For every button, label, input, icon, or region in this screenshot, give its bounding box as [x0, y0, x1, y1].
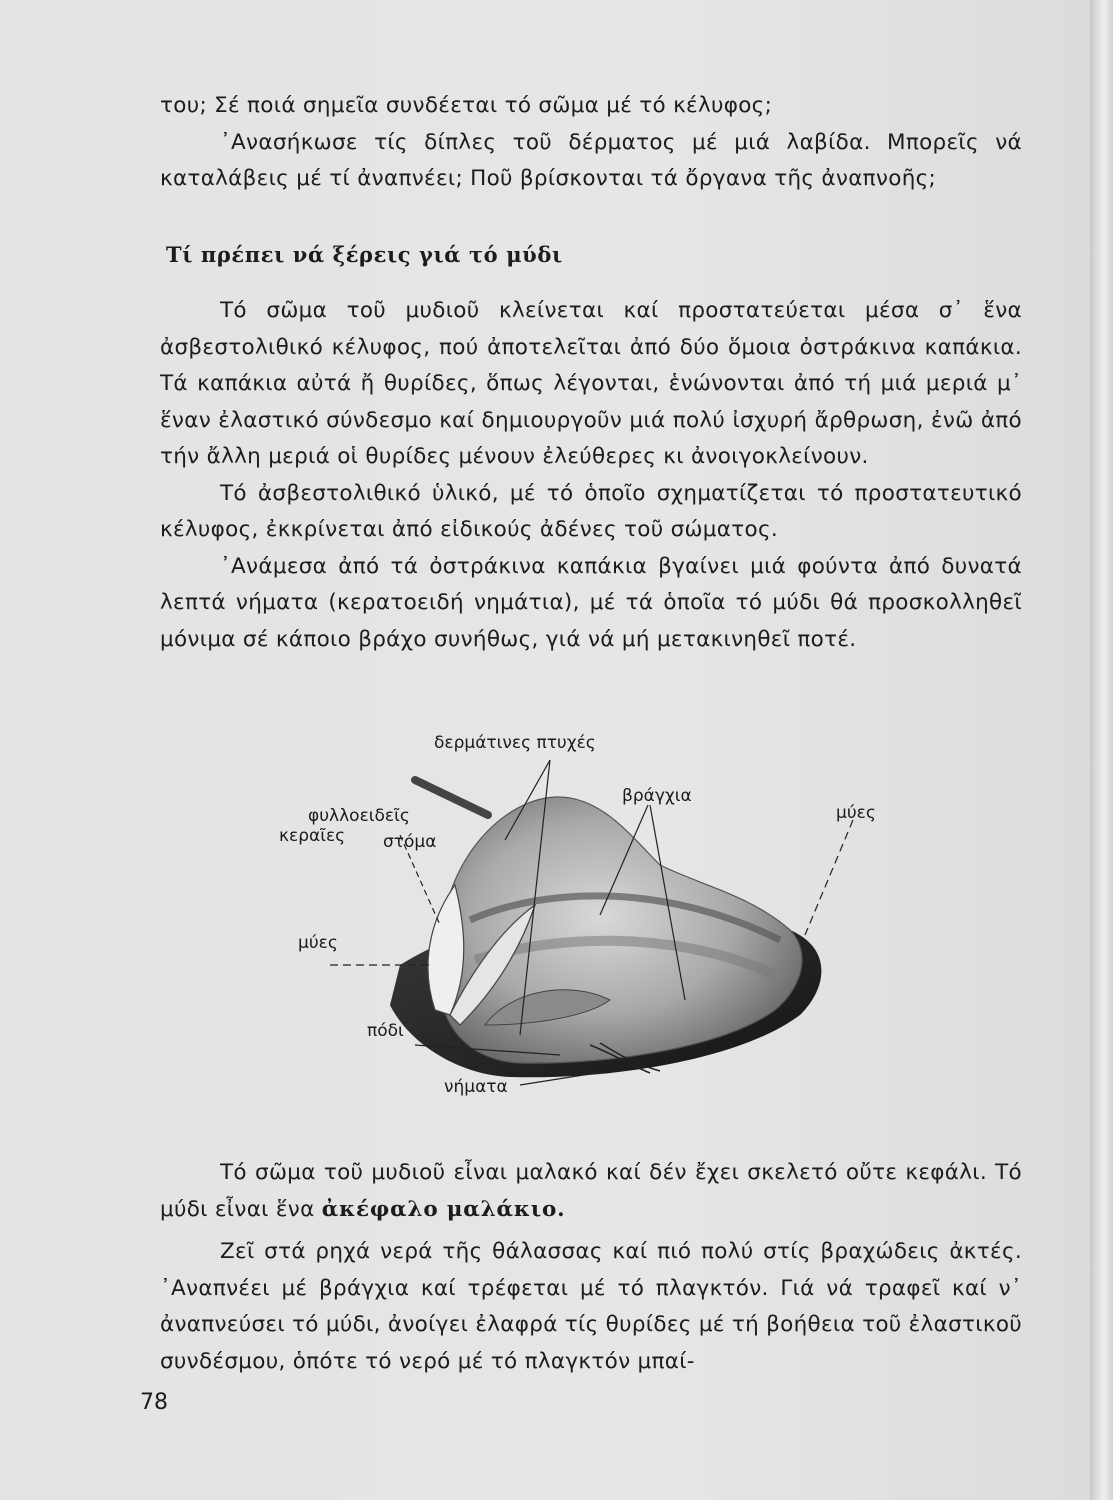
- label-foot: πόδι: [367, 1021, 404, 1041]
- paragraph-material: Τό ἀσβεστολιθικό ὑλικό, μέ τό ὁποῖο σχηματίζεται τό προστατευτικό κέλυφος, ἐκκρίνεται ἀπό εἰδικούς ἀδένες τοῦ σώματος.: [160, 480, 1022, 542]
- paragraph-body: [160, 1155, 1022, 1228]
- label-leaf-palps-1: φυλλοειδεῖς: [308, 806, 410, 826]
- probe: [415, 780, 488, 815]
- paragraph-threads: ᾿Ανάμεσα ἀπό τά ὀστράκινα καπάκια βγαίνει μιά φούντα ἀπό δυνατά λεπτά νήματα (κερατοειδή νημάτια), μέ τά ὁποῖα τό μύδι θά προσκολληθεῖ μόνιμα σέ κάποιο βράχο συνήθως, γιά νά μή μετακινηθεῖ ποτέ.: [160, 553, 1022, 652]
- label-muscles-right: μύες: [836, 803, 876, 823]
- paragraph-habitat: Ζεῖ στά ρηχά νερά τῆς θάλασσας καί πιό πολύ στίς βραχώδεις ἀκτές. ᾿Αναπνέει μέ βράγχια καί τρέφεται μέ τό πλαγκτόν. Γιά νά τραφεῖ καί ν᾿ ἀναπνεύσει τό μύδι, ἀνοίγει ἐλαφρά τίς θυρίδες μέ τή βοήθεια τοῦ ἐλαστικοῦ συνδέσμου, ὁπότε τό νερό μέ τό πλαγκτόν μπαί-: [160, 1239, 1023, 1374]
- key-term: ἀκέφαλο μαλάκιο.: [321, 1196, 566, 1222]
- mussel-illustration: [270, 725, 910, 1125]
- section-body: [160, 293, 1022, 658]
- intro-text: [160, 88, 1022, 198]
- label-gills: βράγχια: [622, 786, 692, 806]
- intro-paragraph: ᾿Ανασήκωσε τίς δίπλες τοῦ δέρματος μέ μιά λαβίδα. Μπορεῖς νά καταλάβεις μέ τί ἀναπνέει; Ποῦ βρίσκονται τά ὄργανα τῆς ἀναπνοῆς;: [160, 129, 1022, 191]
- section-heading: Τί πρέπει νά ξέρεις γιά τό μύδι: [166, 242, 563, 267]
- paragraph-shell: Τό σῶμα τοῦ μυδιοῦ κλείνεται καί προστατεύεται μέσα σ᾿ ἕνα ἀσβεστολιθικό κέλυφος, πού ἀποτελεῖται ἀπό δύο ὅμοια ὀστράκινα καπάκια. Τά καπάκια αὐτά ἤ θυρίδες, ὅπως λέγονται, ἑνώνονται ἀπό τή μιά μεριά μ᾿ ἕναν ἐλαστικό σύνδεσμο καί δημιουργοῦν μιά πολύ ἰσχυρή ἄρθρωση, ἐνῶ ἀπό τήν ἄλλη μεριά οἱ θυρίδες μένουν ἐλεύθερες κι ἀνοιγοκλείνουν.: [160, 298, 1022, 469]
- label-threads: νήματα: [444, 1077, 508, 1097]
- paragraph-body-text: Τό σῶμα τοῦ μυδιοῦ εἶναι μαλακό καί δέν ἔχει σκελετό οὔτε κεφάλι. Τό μύδι εἶναι ἕνα: [160, 1160, 1022, 1222]
- label-muscles-left: μύες: [298, 933, 338, 953]
- page-edge: [1090, 0, 1113, 1500]
- closing-text: [160, 1155, 1022, 1380]
- mussel-drawing: [270, 725, 910, 1125]
- label-dermal-folds: δερμάτινες πτυχές: [434, 733, 596, 753]
- label-mouth: στόμα: [383, 832, 437, 852]
- label-leaf-palps-2: κεραῖες: [279, 826, 346, 846]
- intro-line: του; Σέ ποιά σημεῖα συνδέεται τό σῶμα μέ τό κέλυφος;: [160, 93, 773, 118]
- page-number: 78: [140, 1390, 168, 1415]
